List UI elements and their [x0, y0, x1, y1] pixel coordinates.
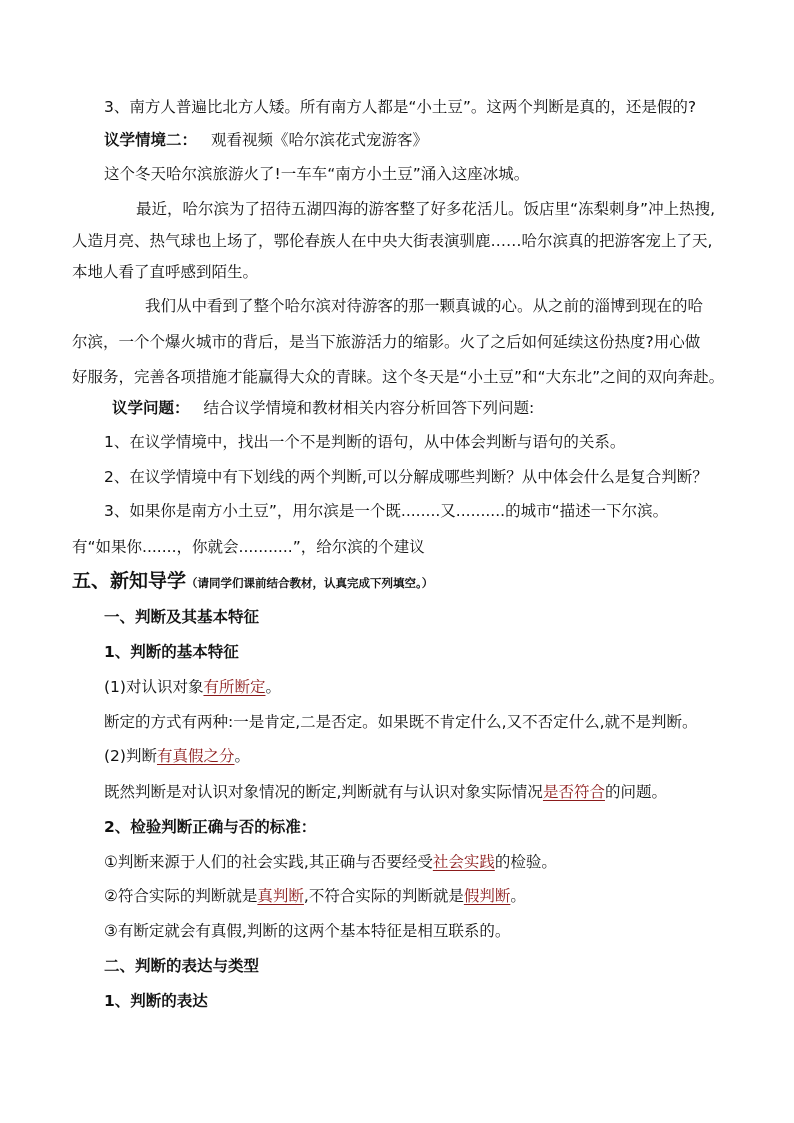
standard-1-line [104, 851, 557, 873]
subsection-2-1-heading: 1、判断的表达 [104, 992, 208, 1010]
standard-1-answer: 社会实践 [432, 853, 495, 871]
discussion-question-3-line-2: 有“如果你.......，你就会...........”，给尔滨的个建议 [72, 538, 425, 556]
paragraph-2-line-1: 我们从中看到了整个哈尔滨对待游客的那一颗真诚的心。从之前的淄博到现在的哈 [145, 297, 704, 315]
paragraph-1-line-2: 人造月亮、热气球也上场了，鄂伦春族人在中央大街表演驯鹿……哈尔滨真的把游客宠上了天, [72, 232, 713, 250]
feature-2-answer: 有真假之分 [156, 747, 235, 765]
subsection-2-heading: 二、判断的表达与类型 [104, 957, 260, 975]
discussion-question-line [112, 397, 534, 419]
feature-1-line [104, 676, 281, 698]
conformity-line [104, 781, 667, 803]
subsection-1-2-heading: 2、检验判断正确与否的标准： [104, 818, 317, 836]
standard-1-end: 的检验。 [494, 853, 557, 871]
standard-2-answer-false: 假判断 [463, 887, 511, 905]
assertion-methods-line: 断定的方式有两种:一是肯定,二是否定。如果既不肯定什么,又不否定什么,就不是判断。 [104, 713, 698, 731]
scenario-2-label: 议学情境二： [104, 131, 198, 149]
feature-2-line [104, 745, 250, 767]
standard-2-middle: ,不符合实际的判断就是 [303, 887, 464, 905]
paragraph-1-line-3: 本地人看了直呼感到陌生。 [72, 263, 259, 281]
conformity-end: 的问题。 [604, 783, 667, 801]
feature-2-text: (2)判断 [104, 747, 157, 765]
paragraph-2-line-2: 尔滨，一个个爆火城市的背后，是当下旅游活力的缩影。火了之后如何延续这份热度?用心做 [72, 333, 701, 351]
subsection-1-1-heading: 1、判断的基本特征 [104, 643, 239, 661]
feature-1-text: (1)对认识对象 [104, 678, 204, 696]
conformity-answer: 是否符合 [542, 783, 605, 801]
discussion-question-1: 1、在议学情境中，找出一个不是判断的语句，从中体会判断与语句的关系。 [104, 433, 626, 451]
section-5-note: （请同学们课前结合教材，认真完成下列填空。） [186, 576, 434, 590]
question-3-line: 3、南方人普遍比北方人矮。所有南方人都是“小土豆”。这两个判断是真的，还是假的? [104, 98, 697, 116]
conformity-text: 既然判断是对认识对象情况的断定,判断就有与认识对象实际情况 [104, 783, 543, 801]
discussion-question-2: 2、在议学情境中有下划线的两个判断,可以分解成哪些判断？从中体会什么是复合判断？ [104, 468, 708, 486]
section-5-heading [72, 570, 433, 594]
paragraph-1-line-1: 最近，哈尔滨为了招待五湖四海的游客整了好多花活儿。饭店里“冻梨刺身”冲上热搜, [136, 200, 715, 218]
discussion-question-text: 结合议学情境和教材相关内容分析回答下列问题: [203, 399, 535, 417]
feature-1-end: 。 [265, 678, 281, 696]
subsection-1-heading: 一、判断及其基本特征 [104, 608, 260, 626]
discussion-question-3-line-1: 3、如果你是南方小土豆”，用尔滨是一个既........又..........的城市“描述一下尔滨。 [104, 502, 669, 520]
discussion-question-label: 议学问题： [112, 399, 190, 417]
standard-2-text: ②符合实际的判断就是 [104, 887, 258, 905]
standard-2-end: 。 [510, 887, 526, 905]
standard-3-line: ③有断定就会有真假,判断的这两个基本特征是相互联系的。 [104, 922, 511, 940]
paragraph-2-line-3: 好服务，完善各项措施才能赢得大众的青睐。这个冬天是“小土豆”和“大东北”之间的双向奔赴。 [72, 368, 725, 386]
standard-2-answer-true: 真判断 [257, 887, 304, 905]
standard-1-text: ①判断来源于人们的社会实践,其正确与否要经受 [104, 853, 433, 871]
scenario-2-line [104, 129, 428, 151]
section-5-title: 五、新知导学 [72, 570, 187, 592]
feature-1-answer: 有所断定 [203, 678, 266, 696]
feature-2-end: 。 [234, 747, 250, 765]
scenario-intro: 这个冬天哈尔滨旅游火了!一车车“南方小土豆”涌入这座冰城。 [104, 165, 530, 183]
standard-2-line [104, 885, 526, 907]
scenario-2-title: 观看视频《哈尔滨花式宠游客》 [211, 131, 429, 149]
